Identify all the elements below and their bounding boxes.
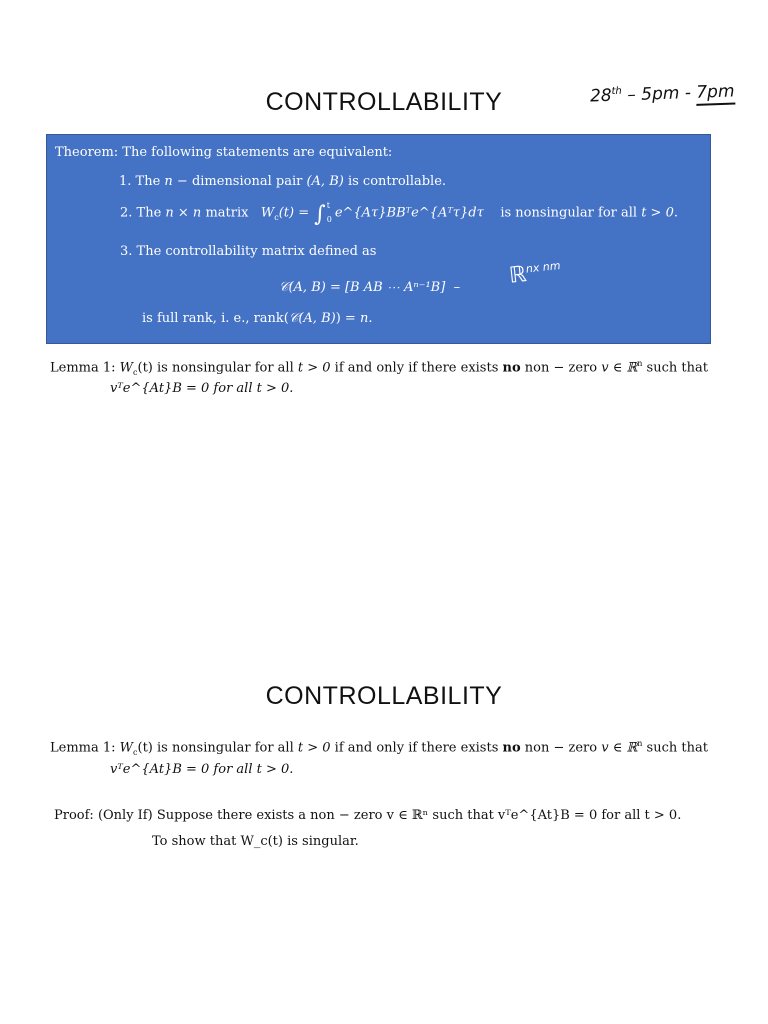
item-1-text: − dimensional pair — [172, 174, 307, 189]
lemma-text-2: if and only if there exists — [330, 360, 503, 376]
hand-dash: – — [453, 280, 461, 295]
full-rank-pre: is full rank, i. e., rank( — [142, 311, 289, 326]
item-2-number: 2. The — [120, 205, 166, 221]
lemma-cond: t > 0 — [297, 740, 331, 756]
lemma-gramian: W — [119, 360, 134, 376]
handwritten-dimension-note — [508, 258, 562, 288]
lemma-cond: t > 0 — [297, 360, 331, 376]
lemma-v-sup: n — [637, 739, 643, 748]
lemma-line-2-text: vᵀe^{At}B = 0 for all t > 0. — [110, 762, 294, 777]
lemma-no: no — [502, 360, 521, 376]
lemma-text-3: non − zero — [520, 360, 602, 376]
integral-limits — [327, 199, 332, 227]
lemma-text-1: (t) is nonsingular for all — [137, 740, 298, 756]
lemma-text-4: such that — [642, 360, 708, 376]
slide-title: CONTROLLABILITY — [265, 682, 503, 710]
lemma-no: no — [502, 740, 521, 756]
item-2-condition: t > 0 — [641, 205, 674, 221]
controllability-matrix-equation — [279, 280, 460, 295]
lemma-1-line-1 — [50, 739, 708, 757]
theorem-box — [46, 134, 711, 344]
handwritten-time-note — [590, 81, 735, 106]
proof-line-1: Proof: (Only If) Suppose there exists a non − zero v ∈ ℝⁿ such that vᵀe^{At}B = 0 for all t > 0. — [54, 808, 682, 823]
lemma-1-line-2 — [110, 762, 293, 777]
full-rank-matrix: 𝒞(A, B) — [288, 311, 336, 326]
lemma-text-2: if and only if there exists — [330, 740, 503, 756]
lemma-v: v ∈ ℝ — [601, 360, 638, 376]
gramian-subscript: c — [274, 213, 279, 223]
item-1-pair: (A, B) — [306, 174, 344, 189]
lemma-gramian-sub: c — [133, 367, 138, 377]
hand-time-end: 7pm — [696, 81, 735, 105]
integrand: e^{Aτ}BBᵀe^{Aᵀτ}dτ — [334, 205, 484, 221]
lemma-1-line-1 — [50, 359, 708, 377]
theorem-item-3: 3. The controllability matrix defined as — [120, 244, 377, 259]
full-rank-end: . — [368, 311, 373, 326]
lemma-text-1: (t) is nonsingular for all — [137, 360, 298, 376]
lemma-text-3: non − zero — [520, 740, 602, 756]
lemma-gramian-sub: c — [133, 747, 138, 757]
matrix-eq-text: 𝒞(A, B) = [B AB ⋯ Aⁿ⁻¹B] — [279, 280, 446, 295]
lemma-text-4: such that — [642, 740, 708, 756]
theorem-item-1 — [119, 174, 446, 189]
lemma-gramian: W — [119, 740, 134, 756]
full-rank-post: ) = — [335, 311, 360, 326]
hand-dimension: nx nm — [525, 259, 562, 276]
theorem-heading: Theorem: The following statements are equivalent: — [55, 145, 393, 160]
hand-real-symbol: ℝ — [507, 261, 528, 289]
integral-upper: t — [326, 201, 330, 210]
integral-lower: 0 — [326, 215, 332, 224]
item-1-number: 1. The — [119, 174, 165, 189]
hand-date-sup: th — [611, 85, 622, 98]
proof-line-2: To show that W_c(t) is singular. — [152, 834, 359, 849]
item-1-end: is controllable. — [343, 174, 447, 189]
item-2-matrix-word: matrix — [201, 205, 253, 221]
lemma-line-2-text: vᵀe^{At}B = 0 for all t > 0. — [110, 381, 294, 396]
item-2-end: is nonsingular for all — [496, 205, 642, 221]
gramian-arg: (t) = — [278, 205, 314, 221]
theorem-item-2 — [120, 199, 678, 227]
lemma-label: Lemma 1: — [50, 740, 120, 756]
theorem-full-rank — [142, 311, 372, 326]
item-2-period: . — [673, 205, 678, 221]
integral-sign: ∫ — [314, 201, 326, 227]
hand-date: 28 — [589, 85, 613, 107]
slide-title: CONTROLLABILITY — [265, 88, 503, 116]
lemma-v: v ∈ ℝ — [601, 740, 638, 756]
hand-time-start: – 5pm - — [621, 82, 697, 106]
item-2-nxn: n × n — [165, 205, 202, 221]
lemma-1-line-2 — [110, 381, 293, 396]
gramian-symbol: W — [260, 205, 275, 221]
lemma-label: Lemma 1: — [50, 360, 120, 376]
full-rank-n: n — [359, 311, 369, 326]
lemma-v-sup: n — [637, 359, 643, 368]
item-1-n: n — [164, 174, 173, 189]
slide-2 — [0, 512, 768, 1024]
